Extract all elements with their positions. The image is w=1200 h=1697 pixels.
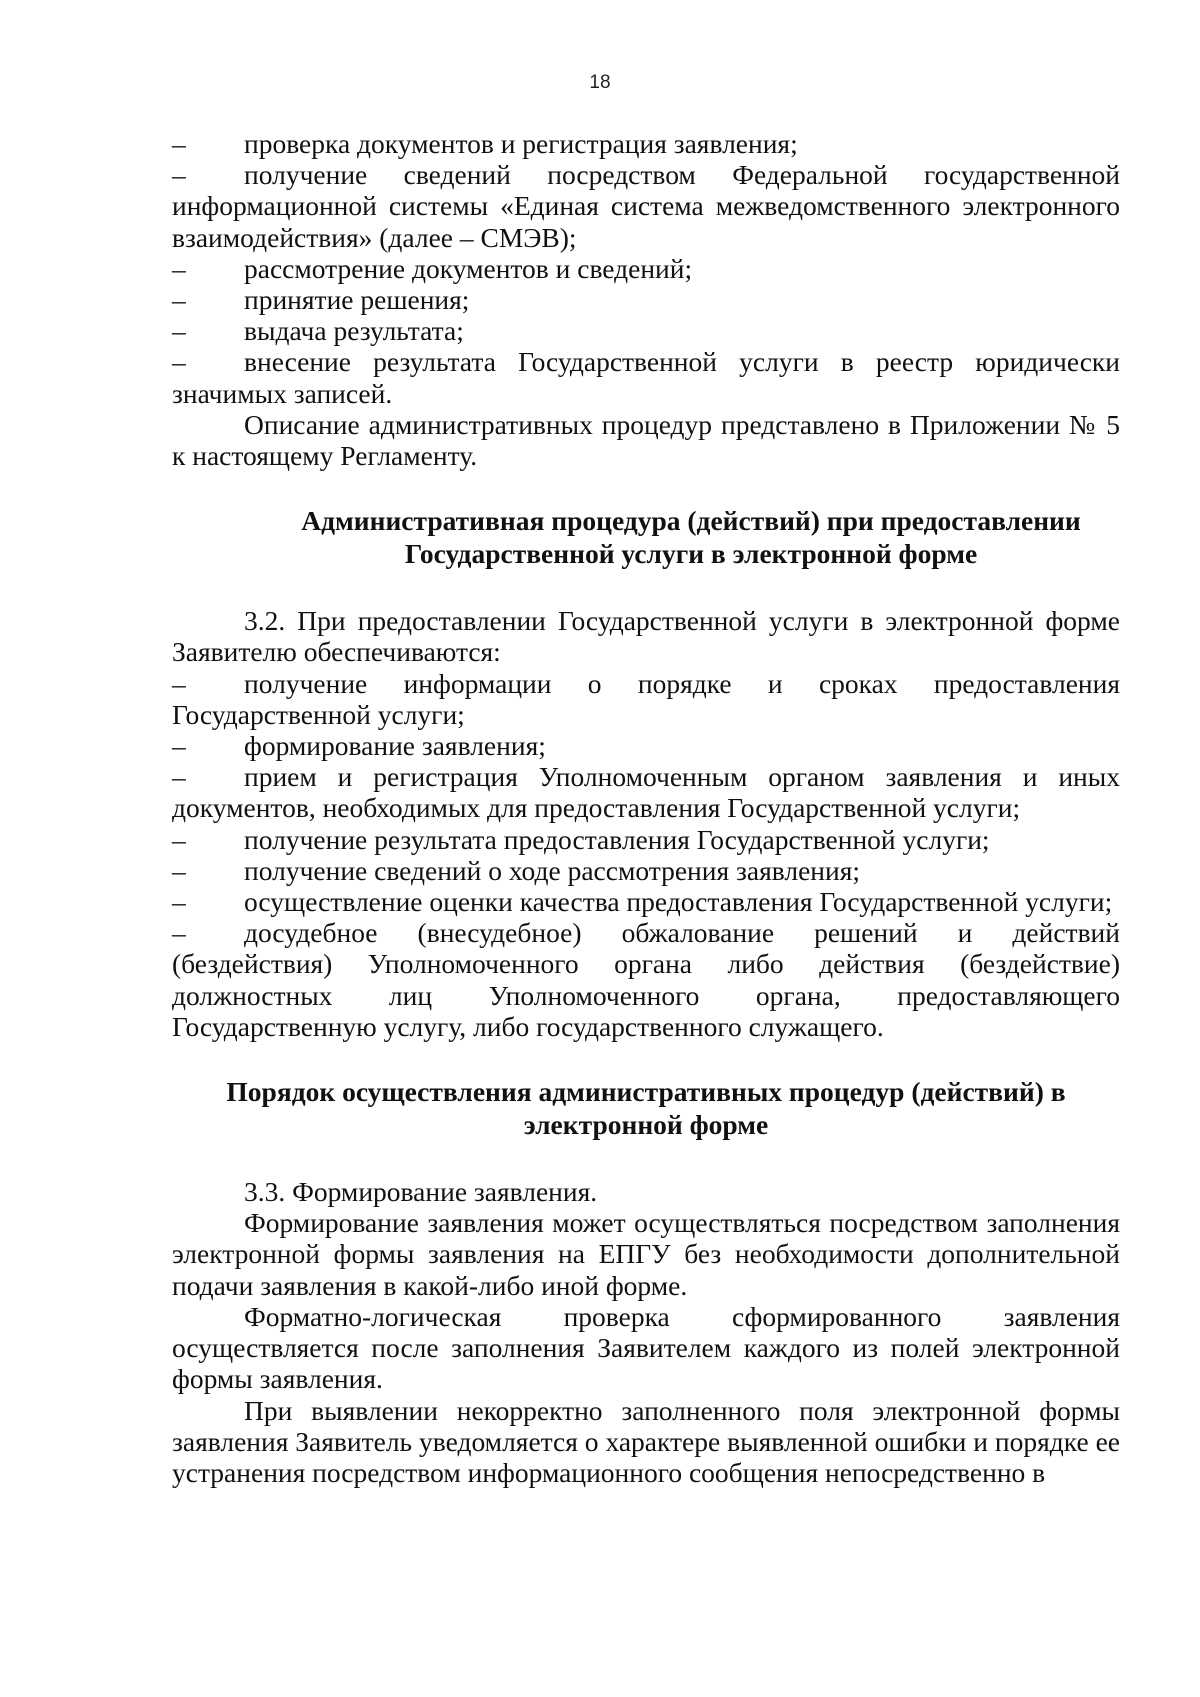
list-dash: – (172, 346, 186, 378)
list-item: – внесение результата Государственной услуги в реестр юридически значимых записей. (172, 346, 1120, 409)
list-dash: – (172, 667, 186, 699)
list-dash: – (172, 886, 186, 918)
paragraph: 3.3. Формирование заявления. (244, 1176, 598, 1208)
paragraph: Форматно-логическая проверка сформированного заявления осуществляется после заполнения Заявителем каждого из полей электронной формы заявления. (172, 1300, 1120, 1395)
list-item: – выдача результата; (172, 315, 464, 347)
list-dash: – (172, 128, 186, 159)
list-dash: – (172, 315, 186, 347)
page-number: 18 (589, 72, 611, 93)
list-item: – формирование заявления; (172, 730, 546, 762)
list-dash: – (172, 917, 186, 949)
procedures-list (172, 128, 1120, 409)
list-dash: – (172, 823, 186, 855)
section-heading-procedure-order: Порядок осуществления административных процедур (действий) в электронной форме (226, 1076, 1066, 1141)
paragraph: При выявлении некорректно заполненного поля электронной формы заявления Заявитель уведомляется о характере выявленной ошибки и порядке ее устранения посредством информационного сообщения непосредственно в (172, 1394, 1120, 1488)
list-dash: – (172, 159, 186, 191)
list-item: – досудебное (внесудебное) обжалование решений и действий (бездействия) Уполномоченного органа либо действия (бездействие) должностных лиц Уполномоченного органа, предоставляющего Государственную услугу, либо государственного служащего. (172, 917, 1120, 1042)
section-intro: 3.2. При предоставлении Государственной услуги в электронной форме Заявителю обеспечиваются: (172, 605, 1120, 668)
list-item: – получение сведений посредством Федеральной государственной информационной системы «Единая система межведомственного электронного взаимодействия» (далее – СМЭВ); (172, 159, 1120, 253)
list-item: – принятие решения; (172, 284, 470, 316)
list-dash: – (172, 761, 186, 793)
provided-actions-list (172, 668, 1120, 1042)
list-dash: – (172, 730, 186, 762)
list-item: – получение сведений о ходе рассмотрения заявления; (172, 854, 860, 886)
list-item: – осуществление оценки качества предоставления Государственной услуги; (172, 886, 1113, 918)
paragraph: Формирование заявления может осуществляться посредством заполнения электронной формы заявления на ЕПГУ без необходимости дополнительной подачи заявления в какой-либо иной форме. (172, 1207, 1120, 1301)
list-item: – прием и регистрация Уполномоченным органом заявления и иных документов, необходимых для предоставления Государственной услуги; (172, 761, 1120, 824)
list-dash: – (172, 252, 186, 284)
list-item: – рассмотрение документов и сведений; (172, 252, 693, 284)
list-dash: – (172, 284, 186, 316)
procedures-description: Описание административных процедур представлено в Приложении № 5 к настоящему Регламенту. (172, 408, 1120, 472)
list-dash: – (172, 854, 186, 886)
document-body (172, 128, 1120, 1488)
list-item: – получение результата предоставления Государственной услуги; (172, 823, 990, 855)
list-item: – проверка документов и регистрация заявления; (172, 128, 798, 159)
section-heading-electronic-procedure: Административная процедура (действий) при предоставлении Государственной услуги в электронной форме (301, 505, 1081, 570)
list-item: – получение информации о порядке и сроках предоставления Государственной услуги; (172, 667, 1120, 730)
